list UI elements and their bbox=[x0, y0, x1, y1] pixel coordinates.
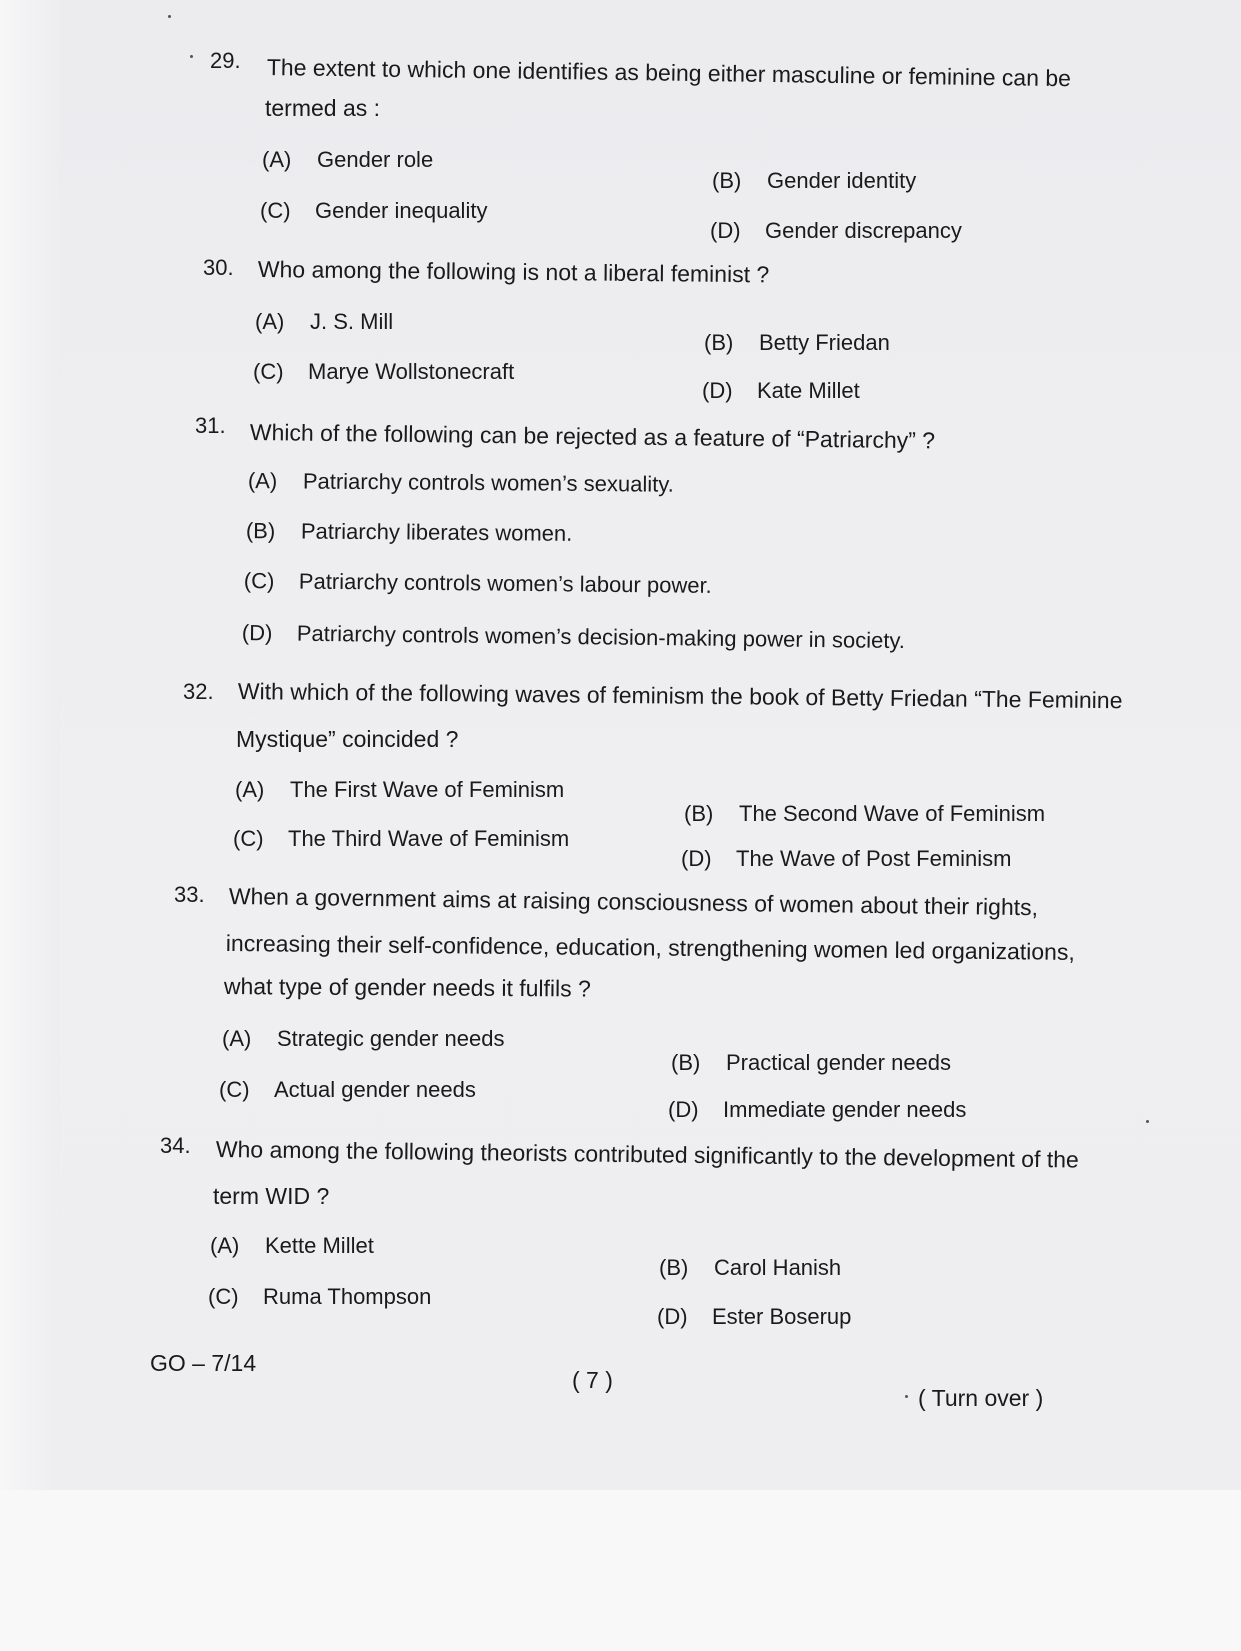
option-text: Ruma Thompson bbox=[263, 1284, 432, 1309]
option-label: (B) bbox=[712, 168, 742, 193]
option-a bbox=[262, 147, 433, 173]
question-text-line: term WID ? bbox=[213, 1183, 330, 1209]
option-c bbox=[260, 198, 487, 224]
option-d bbox=[710, 218, 962, 244]
option-label: (D) bbox=[702, 378, 733, 403]
question-number: 34. bbox=[160, 1133, 191, 1158]
option-d bbox=[242, 620, 905, 654]
option-b bbox=[671, 1050, 951, 1076]
paper-bottom-margin bbox=[0, 1490, 1241, 1651]
option-label: (C) bbox=[260, 198, 291, 223]
option-text: Ester Boserup bbox=[712, 1304, 852, 1329]
option-label: (C) bbox=[219, 1077, 250, 1102]
question-text-line: With which of the following waves of feminism the book of Betty Friedan “The Feminine bbox=[237, 678, 1123, 714]
option-a bbox=[248, 468, 674, 498]
question-text-line: Which of the following can be rejected as a feature of “Patriarchy” ? bbox=[249, 419, 936, 454]
option-label: (A) bbox=[222, 1026, 252, 1051]
speckle bbox=[905, 1395, 908, 1398]
page-number: ( 7 ) bbox=[572, 1367, 613, 1393]
option-text: The Second Wave of Feminism bbox=[739, 801, 1046, 826]
option-text: The Wave of Post Feminism bbox=[736, 846, 1012, 871]
option-text: Gender discrepancy bbox=[765, 218, 962, 243]
option-label: (A) bbox=[262, 147, 292, 172]
option-text: Practical gender needs bbox=[726, 1050, 952, 1075]
option-label: (B) bbox=[671, 1050, 701, 1075]
option-label: (D) bbox=[657, 1304, 688, 1329]
option-text: Actual gender needs bbox=[274, 1077, 476, 1102]
option-label: (D) bbox=[681, 846, 712, 871]
option-label: (B) bbox=[245, 518, 276, 544]
question-number: 33. bbox=[174, 882, 205, 907]
option-c bbox=[253, 359, 514, 385]
option-text: Patriarchy controls women’s decision-making power in society. bbox=[296, 620, 906, 654]
question-text-line: The extent to which one identifies as being either masculine or feminine can be bbox=[266, 54, 1072, 92]
speckle bbox=[190, 55, 193, 58]
option-b bbox=[684, 801, 1045, 827]
option-label: (C) bbox=[233, 826, 264, 851]
option-label: (C) bbox=[253, 359, 284, 384]
option-label: (D) bbox=[710, 218, 741, 243]
question-text-line: Mystique” coincided ? bbox=[236, 726, 459, 752]
option-text: The Third Wave of Feminism bbox=[288, 826, 570, 851]
option-text: Carol Hanish bbox=[714, 1255, 842, 1280]
option-c bbox=[244, 568, 712, 599]
option-c bbox=[208, 1284, 431, 1310]
option-label: (D) bbox=[241, 620, 273, 646]
option-label: (A) bbox=[247, 468, 278, 494]
question-number: 32. bbox=[183, 679, 214, 704]
option-a bbox=[235, 777, 564, 803]
option-label: (C) bbox=[208, 1284, 239, 1309]
option-d bbox=[668, 1097, 966, 1123]
option-text: Betty Friedan bbox=[759, 330, 890, 355]
option-text: Kate Millet bbox=[757, 378, 860, 403]
option-label: (B) bbox=[704, 330, 734, 355]
paper-edge bbox=[0, 0, 60, 1651]
option-b bbox=[712, 168, 916, 194]
option-b bbox=[659, 1255, 841, 1281]
option-a bbox=[222, 1026, 505, 1052]
option-text: Gender role bbox=[317, 147, 434, 172]
option-a bbox=[255, 309, 393, 335]
question-text-line: When a government aims at raising consciousness of women about their rights, bbox=[228, 883, 1039, 921]
question-number: 29. bbox=[210, 48, 241, 73]
option-text: Patriarchy controls women’s sexuality. bbox=[302, 468, 674, 497]
option-a bbox=[210, 1233, 374, 1259]
question-text-line: Who among the following theorists contributed significantly to the development of the bbox=[215, 1136, 1079, 1173]
option-b bbox=[704, 330, 890, 356]
option-text: J. S. Mill bbox=[310, 309, 394, 334]
question-text-line: what type of gender needs it fulfils ? bbox=[223, 973, 591, 1002]
question-number: 31. bbox=[195, 413, 226, 438]
option-text: Kette Millet bbox=[265, 1233, 374, 1258]
option-label: (A) bbox=[235, 777, 265, 802]
option-text: Gender inequality bbox=[315, 198, 488, 223]
option-b bbox=[246, 518, 573, 547]
option-text: The First Wave of Feminism bbox=[290, 777, 565, 802]
option-label: (C) bbox=[243, 568, 275, 594]
option-text: Patriarchy controls women’s labour power. bbox=[298, 568, 712, 598]
option-c bbox=[233, 826, 569, 852]
option-label: (A) bbox=[255, 309, 285, 334]
option-d bbox=[681, 846, 1011, 872]
question-number: 30. bbox=[203, 255, 234, 280]
option-c bbox=[219, 1077, 476, 1103]
paper-code: GO – 7/14 bbox=[150, 1350, 257, 1376]
option-label: (A) bbox=[210, 1233, 240, 1258]
option-label: (D) bbox=[668, 1097, 699, 1122]
option-text: Marye Wollstonecraft bbox=[308, 359, 515, 384]
question-text-line: Who among the following is not a liberal feminist ? bbox=[257, 256, 770, 288]
option-d bbox=[702, 378, 860, 404]
option-text: Gender identity bbox=[767, 168, 917, 193]
option-text: Strategic gender needs bbox=[277, 1026, 505, 1051]
option-text: Immediate gender needs bbox=[723, 1097, 967, 1122]
option-text: Patriarchy liberates women. bbox=[300, 518, 573, 546]
option-d bbox=[657, 1304, 851, 1330]
speckle bbox=[168, 15, 171, 18]
turn-over-note: ( Turn over ) bbox=[918, 1385, 1044, 1411]
option-label: (B) bbox=[684, 801, 714, 826]
question-text-line: termed as : bbox=[265, 95, 381, 121]
speckle bbox=[1146, 1120, 1149, 1123]
question-text-line: increasing their self-confidence, education, strengthening women led organizations, bbox=[225, 930, 1075, 965]
option-label: (B) bbox=[659, 1255, 689, 1280]
